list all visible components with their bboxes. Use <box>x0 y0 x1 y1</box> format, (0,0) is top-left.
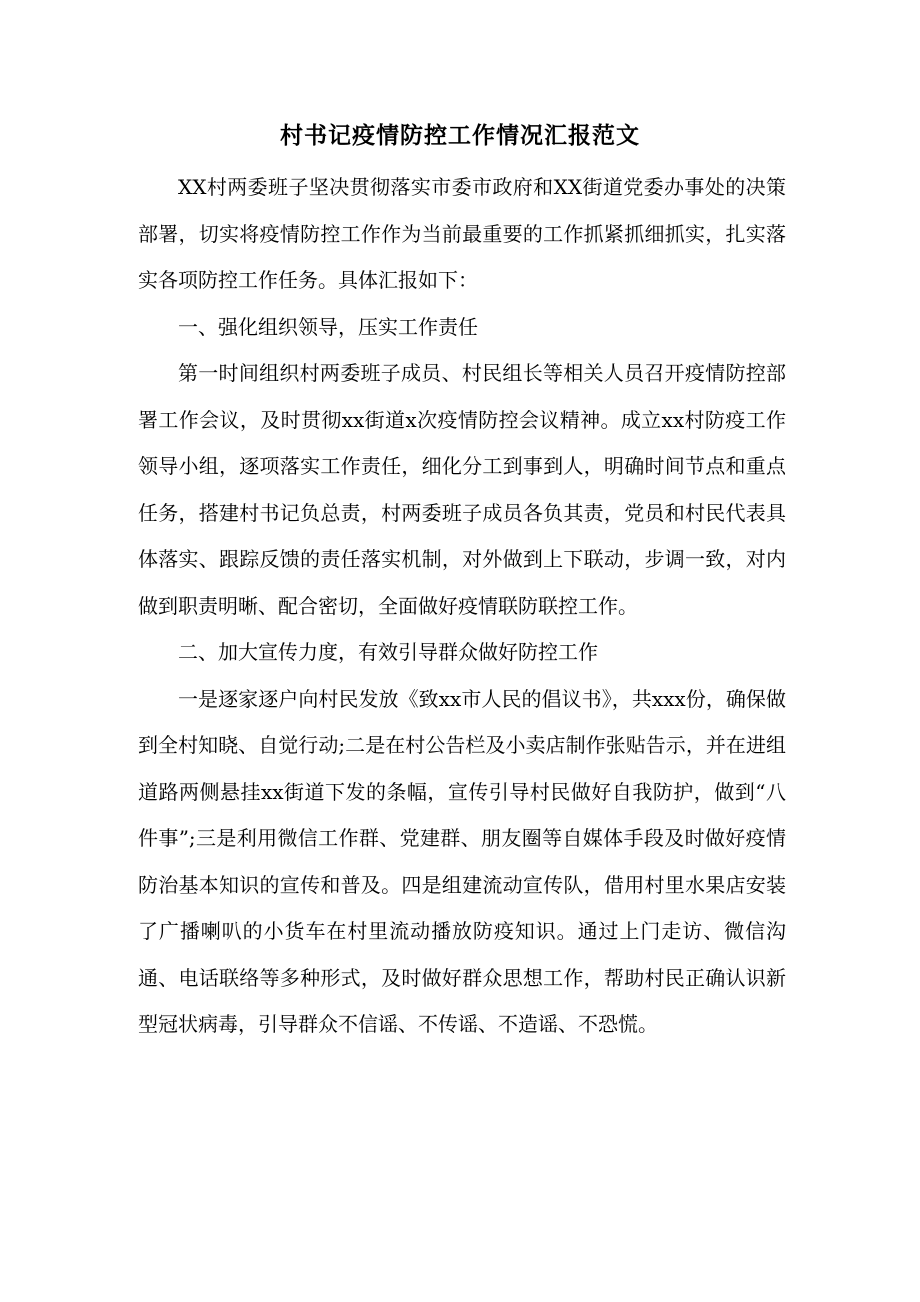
section-heading-2: 二、加大宣传力度，有效引导群众做好防控工作 <box>178 640 598 664</box>
section-paragraph-2: 一是逐家逐户向村民发放《致xx市人民的倡议书》，共xxx份，确保做到全村知晓、自觉行动;二是在村公告栏及小卖店制作张贴告示，并在进组道路两侧悬挂xx街道下发的条幅，宣传引导村民做好自我防护，做到“八件事”;三是利用微信工作群、党建群、朋友圈等自媒体手段及时做好疫情防治基本知识的宣传和普及。四是组建流动宣传队，借用村里水果店安装了广播喇叭的小货车在村里流动播放防疫知识。通过上门走访、微信沟通、电话联络等多种形式，及时做好群众思想工作，帮助村民正确认识新型冠状病毒，引导群众不信谣、不传谣、不造谣、不恐慌。 <box>138 686 786 1036</box>
document-body <box>138 164 786 1048</box>
section-paragraph-1: 第一时间组织村两委班子成员、村民组长等相关人员召开疫情防控部署工作会议，及时贯彻xx街道x次疫情防控会议精神。成立xx村防疫工作领导小组，逐项落实工作责任，细化分工到事到人，明确时间节点和重点任务，搭建村书记负总责，村两委班子成员各负其责，党员和村民代表具体落实、跟踪反馈的责任落实机制，对外做到上下联动，步调一致，对内做到职责明晰、配合密切，全面做好疫情联防联控工作。 <box>138 361 786 618</box>
intro-paragraph: XX村两委班子坚决贯彻落实市委市政府和XX街道党委办事处的决策部署，切实将疫情防控工作作为当前最重要的工作抓紧抓细抓实，扎实落实各项防控工作任务。具体汇报如下： <box>138 175 786 292</box>
section-heading-1: 一、强化组织领导，压实工作责任 <box>178 314 478 339</box>
document-title: 村书记疫情防控工作情况汇报范文 <box>280 122 640 149</box>
